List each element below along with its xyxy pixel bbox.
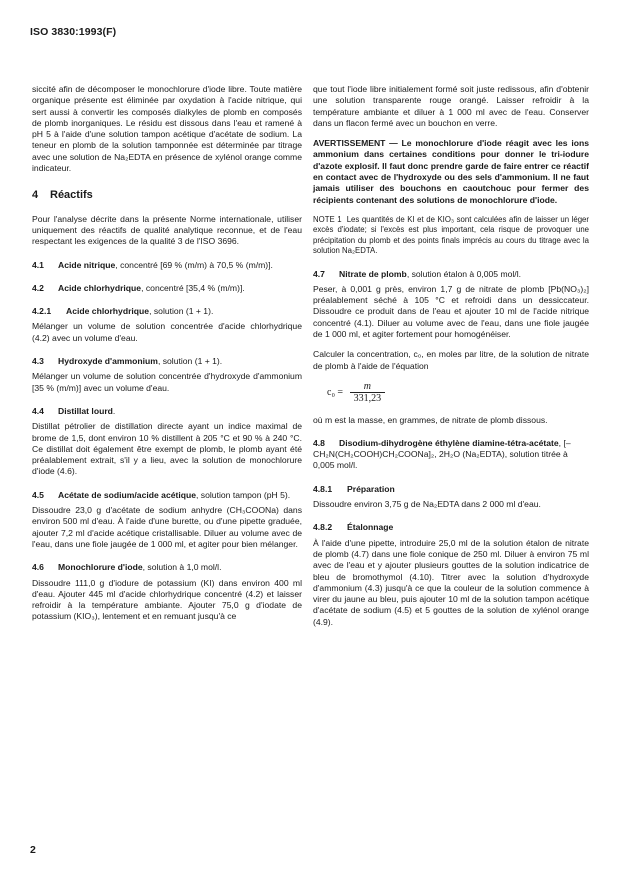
section-number: 4.3	[32, 356, 44, 367]
section-number: 4.8.2	[313, 522, 333, 533]
paragraph-s4-7a: Peser, à 0,001 g près, environ 1,7 g de nitrate de plomb [Pb(NO₃)₂] préalablement séché à 105 °C et refroidi dans un dessiccateur. Dissoudre ce produit dans de l'eau et ajouter 10 ml de l'acide nitrique concentré (4.1). Diluer au volume avec de l'eau, dans une fiole jaugée de 1 000 ml, et agiter fortement pour homogénéiser.	[313, 283, 589, 340]
paragraph-s4-5: Dissoudre 23,0 g d'acétate de sodium anhydre (CH₃COONa) dans environ 500 ml d'eau. À l'aide d'une burette, ou d'une pipette graduée, ajouter 7,2 ml d'acide acétique cristallisable. Diluer au volume avec de l'eau, dans une fiole jaugée de 1 000 ml, et agiter pour bien mélanger.	[32, 505, 302, 549]
section-number: 4	[32, 189, 39, 202]
warning-block	[313, 138, 589, 206]
section-title: Distillat lourd	[58, 405, 113, 416]
paragraph-intro: siccité afin de décomposer le monochlorure d'iode libre. Toute matière organique présente est éliminée par oxydation à l'acide nitrique, qui sert aussi à convertir les composés dialkyles de plomb en composés de plomb inorganiques. Le résidu est dissous dans l'eau et ramené à pH 5 à l'aide d'une solution tampon acétique d'acétate de sodium. La teneur en plomb de la solution tamponnée est déterminée par titrage avec une solution de Na₂EDTA en présence de xylénol orange comme indicateur.	[32, 84, 302, 174]
paragraph-s4: Pour l'analyse décrite dans la présente Norme internationale, utiliser uniquement des réactifs de qualité analytique reconnue, et de l'eau respectant les exigences de la qualité 3 de l'ISO 3696.	[32, 213, 302, 247]
section-4-2-heading	[32, 283, 302, 294]
section-detail: , solution (1 + 1).	[149, 306, 214, 317]
left-column	[32, 84, 302, 632]
section-title: Réactifs	[50, 189, 93, 202]
section-4-6-heading	[32, 562, 302, 573]
section-title: Acide nitrique	[58, 259, 116, 270]
section-4-3-heading	[32, 356, 302, 367]
section-number: 4.7	[313, 268, 325, 279]
section-4-4-heading	[32, 406, 302, 417]
section-4-1-heading	[32, 260, 302, 271]
section-4-8-2-heading	[313, 522, 589, 533]
section-number: 4.8.1	[313, 483, 333, 494]
paragraph-continued: que tout l'iode libre initialement formé soit juste redissous, afin d'obtenir une solution transparente rouge orangé. Laisser refroidir à la température ambiante et diluer à 1 000 ml avec de l'eau. Conserver dans un flacon fermé avec un bouchon en verre.	[313, 84, 589, 128]
section-detail: , [–CH₂N(CH₂COOH)CH₂COONa]₂, 2H₂O (Na₂EDTA), solution titrée à 0,005 mol/l.	[313, 437, 571, 471]
section-title: Acétate de sodium/acide acétique	[58, 489, 197, 500]
section-number: 4.6	[32, 562, 44, 573]
section-number: 4.2.1	[32, 306, 52, 317]
concentration-equation	[327, 381, 589, 405]
page-header: ISO 3830:1993(F)	[30, 26, 117, 38]
section-title: Préparation	[347, 483, 395, 494]
section-4-8-heading	[313, 438, 589, 472]
equation-lhs: c₀ =	[327, 387, 344, 399]
section-detail: , concentré [35,4 % (m/m)].	[141, 282, 245, 293]
section-detail: , solution étalon à 0,005 mol/l.	[406, 268, 521, 279]
section-number: 4.4	[32, 405, 44, 416]
paragraph-s4-7b: Calculer la concentration, c₀, en moles par litre, de la solution de nitrate de plomb à l'aide de l'équation	[313, 349, 589, 371]
section-number: 4.5	[32, 489, 44, 500]
section-detail: , concentré [69 % (m/m) à 70,5 % (m/m)].	[115, 259, 273, 270]
section-4-5-heading	[32, 490, 302, 501]
section-title: Nitrate de plomb	[339, 268, 407, 279]
paragraph-s4-4: Distillat pétrolier de distillation directe ayant un indice maximal de brome de 1,5, dont environ 10 % distillent à 205 °C et 90 % à 240 °C. Ce distillat doit également être exempt de plomb, le plomb ayant été préalablement extrait, s'il y a lieu, avec la solution de monochlorure d'iode (4.6).	[32, 421, 302, 477]
section-number: 4.2	[32, 282, 44, 293]
section-detail: .	[112, 405, 116, 416]
section-title: Acide chlorhydrique	[58, 282, 142, 293]
page-number: 2	[30, 844, 36, 856]
section-detail: , solution tampon (pH 5).	[196, 489, 291, 500]
section-title: Disodium-dihydrogène éthylène diamine-tétra-acétate	[339, 437, 559, 448]
section-4-7-heading	[313, 269, 589, 280]
section-title: Hydroxyde d'ammonium	[58, 356, 158, 367]
section-detail: , solution à 1,0 mol/l.	[142, 562, 222, 573]
paragraph-s4-2-1: Mélanger un volume de solution concentrée d'acide chlorhydrique (4.2) avec un volume d'eau.	[32, 321, 302, 343]
section-4-8-1-heading	[313, 484, 589, 495]
paragraph-s4-7c: où m est la masse, en grammes, de nitrate de plomb dissous.	[313, 414, 548, 425]
section-title: Étalonnage	[347, 522, 394, 533]
paragraph-s4-8-1: Dissoudre environ 3,75 g de Na₂EDTA dans 2 000 ml d'eau.	[313, 499, 541, 510]
warning-text: — Le monochlorure d'iode réagit avec les ions ammonium dans certaines conditions pour donner le tri-iodure d'azote explosif. Il faut donc prendre garde de faire entrer ce réactif en contact avec de l'hydroxyde ou des sels d'ammonium. Il ne faut jamais utiliser des bouchons en caoutchouc pour fermer des récipients contenant des solutions de monochlorure d'iode.	[313, 138, 589, 205]
note-1	[313, 215, 589, 257]
section-title: Monochlorure d'iode	[58, 562, 143, 573]
note-label: NOTE 1	[313, 214, 342, 224]
section-title: Acide chlorhydrique	[66, 306, 150, 317]
paragraph-s4-6: Dissoudre 111,0 g d'iodure de potassium (KI) dans environ 400 ml d'eau. Ajouter 445 ml d'acide chlorhydrique concentré (4.2) et laisser refroidir à la température ambiante. Ajouter 75,0 g d'iodate de potassium (KIO₃), lentement et en remuant jusqu'à ce	[32, 577, 302, 622]
section-4-2-1-heading	[32, 306, 302, 317]
note-text: Les quantités de KI et de KIO₃ sont calculées afin de laisser un léger excès d'iodate; si l'excès est plus important, cela risque de provoquer une précipitation du plomb et des points finals imprécis au cours du titrage avec la solution Na₂EDTA.	[313, 214, 589, 256]
equation-denominator: 331,23	[353, 393, 382, 405]
paragraph-s4-8-2: À l'aide d'une pipette, introduire 25,0 ml de la solution étalon de nitrate de plomb (4.7) dans une fiole conique de 250 ml. Diluer à environ 75 ml avec de l'eau et y ajouter plusieurs gouttes de la solution indicatrice de bleu de bromothymol (4.10). Titrer avec la solution d'hydroxyde d'ammonium (4.3) jusqu'à ce que la couleur de la solution commence à virer du jaune au bleu, puis ajouter 10 ml de la solution tampon acétique d'acétate de sodium (4.5) et 5 gouttes de la solution de xylénol orange (4.9).	[313, 537, 589, 627]
section-number: 4.1	[32, 259, 44, 270]
paragraph-s4-3: Mélanger un volume de solution concentrée d'hydroxyde d'ammonium [35 % (m/m)] avec un volume d'eau.	[32, 371, 302, 393]
equation-numerator: m	[350, 381, 386, 393]
section-4-heading	[32, 190, 302, 201]
section-number: 4.8	[313, 437, 325, 448]
right-column	[313, 84, 589, 637]
equation-fraction	[350, 381, 386, 405]
warning-label: AVERTISSEMENT	[313, 138, 386, 149]
section-detail: , solution (1 + 1).	[157, 356, 223, 367]
